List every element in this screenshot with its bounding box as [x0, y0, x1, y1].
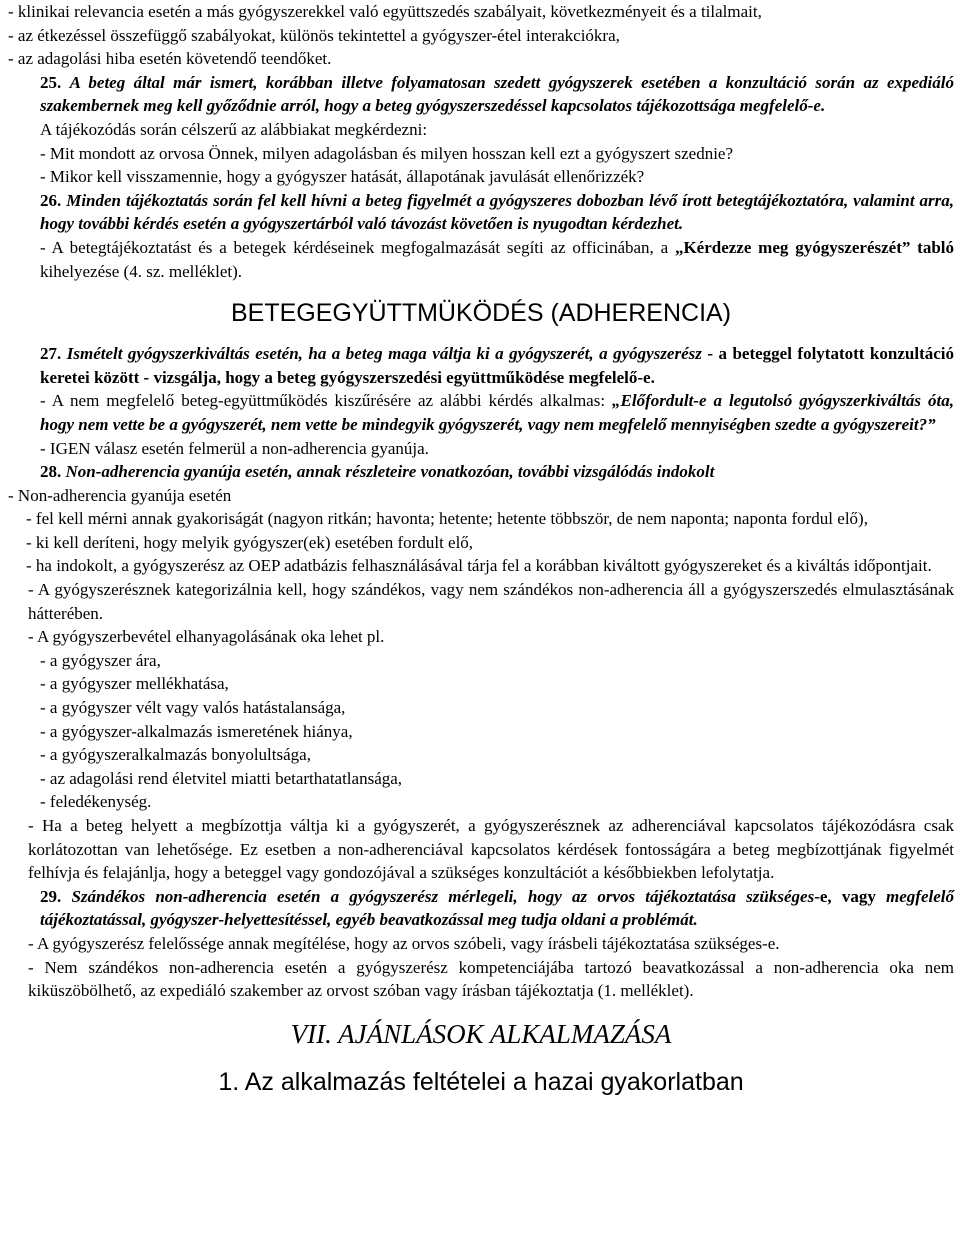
- paragraph-25: [8, 71, 954, 118]
- question-item: - Mikor kell visszamennie, hogy a gyógyszer hatását, állapotának javulását ellenőrizzék?: [40, 167, 645, 187]
- paragraph-number: 25.: [40, 72, 62, 92]
- paragraph-26-note: - A betegtájékoztatást és a betegek kérdéseinek megfogalmazását segíti az officinában, a „Kérdezze meg gyógyszerészét” tabló kihelyezése (4. sz. melléklet).: [40, 237, 954, 281]
- list-item: - ha indokolt, a gyógyszerész az OEP adatbázis felhasználásával tárja fel a korábban kiváltott gyógyszereket és a kiváltás időpontjait.: [26, 556, 932, 576]
- paragraph-25-intro: A tájékozódás során célszerű az alábbiakat megkérdezni:: [40, 119, 428, 139]
- list-item: - az adagolási hiba esetén követendő teendőket.: [8, 49, 332, 69]
- paragraph-29-responsibility: - A gyógyszerész felelőssége annak megítélése, hogy az orvos szóbeli, vagy írásbeli tájékoztatása szükséges-e.: [28, 933, 780, 953]
- list-item: - a gyógyszer vélt vagy valós hatástalansága,: [40, 698, 346, 718]
- paragraph-number: 29.: [40, 886, 62, 906]
- list-item: - a gyógyszeralkalmazás bonyolultsága,: [40, 745, 311, 765]
- paragraph-28-text: Non-adherencia gyanúja esetén, annak részleteire vonatkozóan, további vizsgálódás indokolt: [65, 462, 715, 482]
- paragraph-29-unintentional: - Nem szándékos non-adherencia esetén a gyógyszerész kompetenciájába tartozó beavatkozással a non-adherencia oka nem kiküszöbölhető, az expediáló szakember az orvost szóban vagy írásban tájékoztatja (1. melléklet).: [28, 957, 954, 1001]
- paragraph-28: [8, 460, 954, 484]
- paragraph-28-proxy: - Ha a beteg helyett a megbízottja váltja ki a gyógyszerét, a gyógyszerésznek az adherenciával kapcsolatos tájékozódásra csak korlátozottan van lehetősége. Ez esetben a non-adherenciával kapcsolatos kérdések fontosságára a beteg megbízottjának figyelmét felhívja és felajánlja, hogy a beteggel vagy gondozójával a szükséges konzultációt a későbbiekben lefolytatja.: [28, 816, 954, 883]
- section-heading: BETEGEGYÜTTMÜKÖDÉS (ADHERENCIA): [230, 299, 732, 328]
- list-item: - a gyógyszer-alkalmazás ismeretének hiánya,: [40, 721, 353, 741]
- paragraph-number: 26.: [40, 190, 62, 210]
- paragraph-number: 28.: [40, 462, 62, 482]
- paragraph-27-yes: - IGEN válasz esetén felmerül a non-adherencia gyanúja.: [40, 438, 429, 458]
- list-item: - a gyógyszer ára,: [40, 650, 161, 670]
- list-item: - az adagolási rend életvitel miatti betarthatatlansága,: [40, 768, 403, 788]
- paragraph-28-causes-intro: - A gyógyszerbevétel elhanyagolásának oka lehet pl.: [28, 627, 385, 647]
- list-item: - ki kell deríteni, hogy melyik gyógyszer(ek) esetében fordult elő,: [26, 532, 474, 552]
- paragraph-25-text: A beteg által már ismert, korábban illetve folyamatosan szedett gyógyszerek esetében a konzultáció során az expediáló szakembernek meg kell győződnie arról, hogy a beteg gyógyszerszedéssel kapcsolatos tájékozottsága megfelelő-e.: [40, 72, 954, 116]
- list-item: - fel kell mérni annak gyakoriságát (nagyon ritkán; havonta; hetente; hetente többször, de nem naponta; naponta fordul elő),: [26, 509, 868, 529]
- paragraph-28-case: - Non-adherencia gyanúja esetén: [8, 485, 232, 505]
- screening-question: „Előfordult-e a legutolsó gyógyszerkiváltás óta, hogy nem vette be a gyógyszerét, nem vette be mindegyik gyógyszerét, vagy nem megfelelő mennyiségben szedte a gyógyszereit?”: [40, 391, 954, 434]
- list-item: - a gyógyszer mellékhatása,: [40, 674, 229, 694]
- list-item: - klinikai relevancia esetén a más gyógyszerekkel való együttszedés szabályait, következményeit és a tilalmait,: [8, 2, 762, 21]
- paragraph-26: [8, 189, 954, 236]
- paragraph-26-text: Minden tájékoztatás során fel kell hívni a beteg figyelmét a gyógyszeres dobozban lévő írott betegtájékoztatóra, valamint arra, hogy további kérdés esetén a gyógyszertárból való távozást követően is nyugodtan kérdezhet.: [40, 190, 954, 234]
- list-item: - feledékenység.: [40, 792, 152, 812]
- paragraph-27: 27. Ismételt gyógyszerkiváltás esetén, ha a beteg maga váltja ki a gyógyszerét, a gyógyszerész - a beteggel folytatott konzultáció keretei között - vizsgálja, hogy a beteg gyógyszerszedési együttműködése megfelelő-e.: [40, 344, 954, 387]
- question-item: - Mit mondott az orvosa Önnek, milyen adagolásban és milyen hosszan kell ezt a gyógyszert szednie?: [40, 143, 734, 163]
- subchapter-heading: 1. Az alkalmazás feltételei a hazai gyakorlatban: [218, 1067, 744, 1096]
- list-item: - az étkezéssel összefüggő szabályokat, különös tekintettel a gyógyszer-étel interakciókra,: [8, 25, 620, 45]
- paragraph-29: 29. Szándékos non-adherencia esetén a gyógyszerész mérlegeli, hogy az orvos tájékoztatása szükséges-e, vagy megfelelő tájékoztatással, gyógyszer-helyettesítéssel, egyéb beavatkozással meg tudja oldani a problémát.: [40, 886, 954, 930]
- paragraph-28-categorize: - A gyógyszerésznek kategorizálnia kell, hogy szándékos, vagy nem szándékos non-adherencia áll a gyógyszerszedés elmulasztásának hátterében.: [28, 580, 954, 623]
- chapter-heading: VII. AJÁNLÁSOK ALKALMAZÁSA: [290, 1018, 672, 1049]
- poster-title: „Kérdezze meg gyógyszerészét” tabló: [674, 237, 954, 257]
- paragraph-27-question: - A nem megfelelő beteg-együttműködés kiszűrésére az alábbi kérdés alkalmas: „Előfordult-e a legutolsó gyógyszerkiváltás óta, hogy nem vette be a gyógyszerét, nem vette be mindegyik gyógyszerét, vagy nem megfelelő mennyiségben szedte a gyógyszereit?”: [40, 391, 954, 434]
- paragraph-number: 27.: [40, 344, 62, 364]
